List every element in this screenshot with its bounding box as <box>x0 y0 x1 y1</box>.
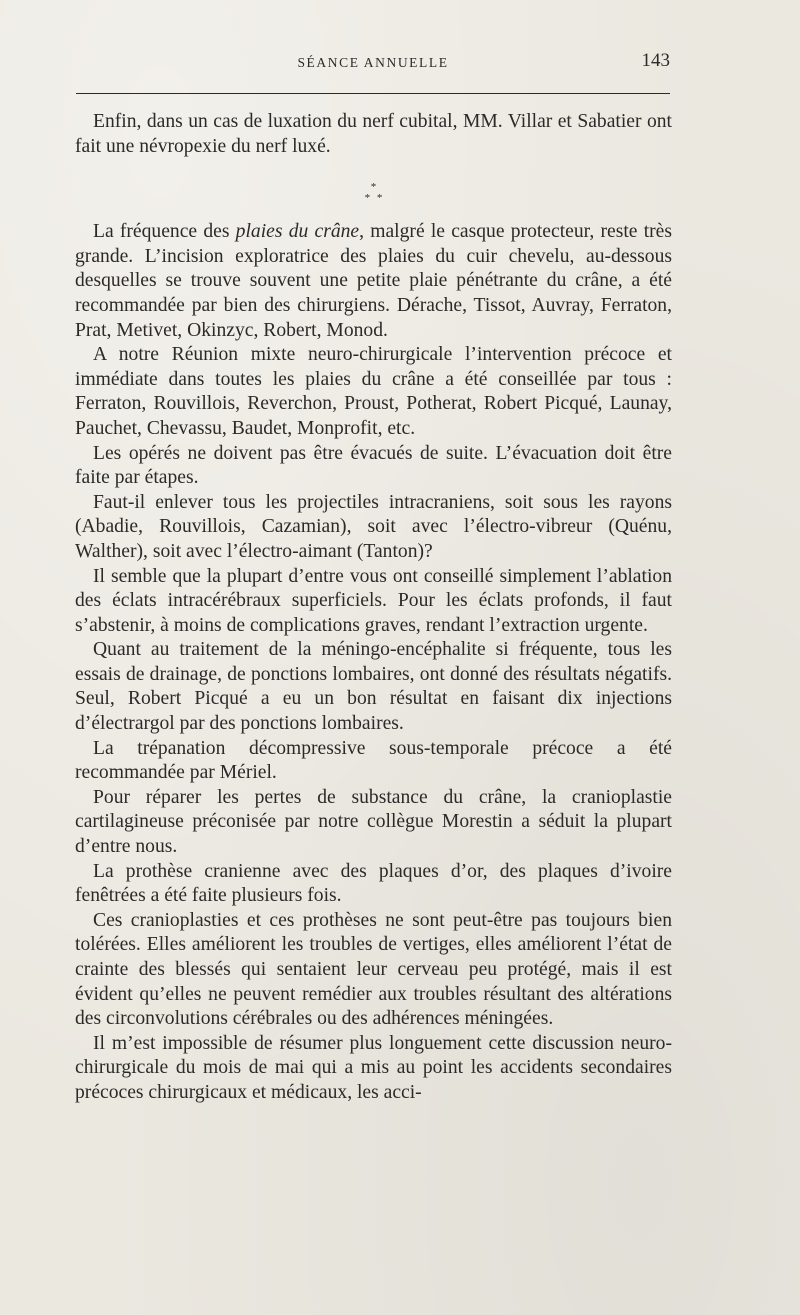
asterism-top: * <box>370 181 377 194</box>
section-separator <box>75 159 672 220</box>
page-header <box>76 50 670 86</box>
paragraph-3: A notre Réunion mixte neuro-chirurgicale l’intervention précoce et immédiate dans toutes les plaies du crâne a été conseillée par tous : Ferraton, Rouvillois, Reverchon, Proust, Potherat, Robert Picqué, Launay, Pauchet, Chevassu, Baudet, Monprofit, etc. <box>75 344 672 439</box>
paragraph-1: Enfin, dans un cas de luxation du nerf cubital, MM. Villar et Sabatier ont fait une névropexie du nerf luxé. <box>75 111 672 157</box>
paragraph-4: Les opérés ne doivent pas être évacués de suite. L’évacuation doit être faite par étapes. <box>75 442 672 489</box>
running-title: SÉANCE ANNUELLE <box>297 55 449 70</box>
paragraph-12: Il m’est impossible de résumer plus longuement cette discussion neuro-chirurgicale du mois de mai qui a mis au point les accidents secondaires précoces chirurgicaux et médicaux, les acci- <box>75 1032 672 1103</box>
paragraph-6: Il semble que la plupart d’entre vous ont conseillé simplement l’ablation des éclats intracérébraux superficiels. Pour les éclats profonds, il faut s’abstenir, à moins de complications graves, rendant l’extraction urgente. <box>75 565 672 636</box>
body-text <box>75 110 672 1106</box>
header-rule <box>76 93 670 94</box>
paragraph-2-start: La fréquence des <box>93 221 236 243</box>
paragraph-2-emphasis: plaies du crâne <box>235 221 360 243</box>
asterism-bottom: * * <box>364 192 383 205</box>
paragraph-2 <box>75 220 672 343</box>
paragraph-9: Pour réparer les pertes de substance du crâne, la cranioplastie cartilagineuse préconisée par notre collègue Morestin a séduit la plupart d’entre nous. <box>75 786 672 858</box>
page-number: 143 <box>641 50 670 71</box>
paragraph-7: Quant au traitement de la méningo-encéphalite si fréquente, tous les essais de drainage, de ponctions lombaires, ont donné des résultats négatifs. Seul, Robert Picqué a eu un bon résultat en faisant dix injections d’électrargol par des ponctions lombaires. <box>75 639 672 735</box>
paragraph-5: Faut-il enlever tous les projectiles intracraniens, soit sous les rayons (Abadie, Rouvillois, Cazamian), soit avec l’électro-vibreur (Quénu, Walther), soit avec l’électro-aimant (Tanton)? <box>75 491 672 562</box>
paragraph-2-rest: , malgré le casque protecteur, reste très grande. L’incision exploratrice des plaies du cuir chevelu, au-dessous desquelles se trouve souvent une petite plaie pénétrante du crâne, a été recommandée par bien des chirurgiens. Dérache, Tissot, Auvray, Ferraton, Prat, Metivet, Okinzyc, Robert, Monod. <box>75 221 672 341</box>
paragraph-10: La prothèse cranienne avec des plaques d’or, des plaques d’ivoire fenêtrées a été faite plusieurs fois. <box>75 860 672 907</box>
paragraph-8: La trépanation décompressive sous-temporale précoce a été recommandée par Mériel. <box>75 737 672 784</box>
paragraph-11: Ces cranioplasties et ces prothèses ne sont peut-être pas toujours bien tolérées. Elles améliorent les troubles de vertiges, elles améliorent l’état de crainte des blessés qui sentaient leur cerveau peu protégé, mais il est évident qu’elles ne peuvent remédier aux troubles résultant des altérations des circonvolutions cérébrales ou des adhérences méningées. <box>75 909 672 1030</box>
